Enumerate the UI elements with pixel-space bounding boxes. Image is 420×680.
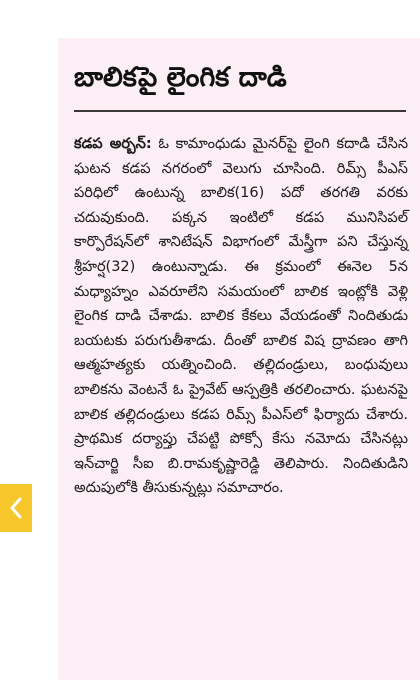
dateline: కడప అర్బన్‌: bbox=[74, 136, 152, 152]
news-clipping bbox=[58, 38, 420, 680]
back-button[interactable] bbox=[0, 484, 32, 532]
headline: బాలికపై లైంగిక దాడి bbox=[74, 62, 287, 93]
article-body bbox=[74, 132, 420, 501]
chevron-left-icon bbox=[9, 497, 23, 519]
headline-divider bbox=[74, 110, 406, 112]
article-text: ఓ కామాంధుడు మైనర్‌పై లైంగి కదాడి చేసిన ఘటన కడప నగరంలో వెలుగు చూసింది. రిమ్స్‌ పీఎస్‌ పరిధిలో ఉంటున్న బాలిక(16) పదో తరగతి వరకు చదువుకుంది. పక్కన ఇంటిలో కడప మునిసిపల్‌ కార్పొరేషన్‌లో శానిటేషన్‌ విభాగంలో మేస్త్రీగా పని చేస్తున్న శ్రీహర్ష(32) ఉంటున్నాడు. ఈ క్రమంలో ఈనెల 5న మధ్యాహ్నం ఎవరూలేని సమయంలో బాలిక ఇంట్లోకి వెళ్లి లైంగిక దాడి చేశాడు. బాలిక కేకలు వేయడంతో నిందితుడు బయటకు పరుగుతీశాడు. దీంతో బాలిక విష ద్రావణం తాగి ఆత్మహత్యకు యత్నించింది. తల్లిదండ్రులు, బంధువులు బాలికను వెంటనే ఓ ప్రైవేట్‌ ఆస్పత్రికి తరలించారు. ఘటనపై బాలిక తల్లిదండ్రులు కడప రిమ్స్‌ పీఎస్‌లో ఫిర్యాదు చేశారు. ప్రాథమిక దర్యాప్తు చేపట్టి పోక్సో కేసు నమోదు చేసినట్లు ఇన్‌చార్జి సీఐ బి.రామకృష్ణారెడ్డి తెలిపారు. నిందితుడిని అదుపులోకి తీసుకున్నట్లు సమాచారం. bbox=[74, 136, 409, 497]
